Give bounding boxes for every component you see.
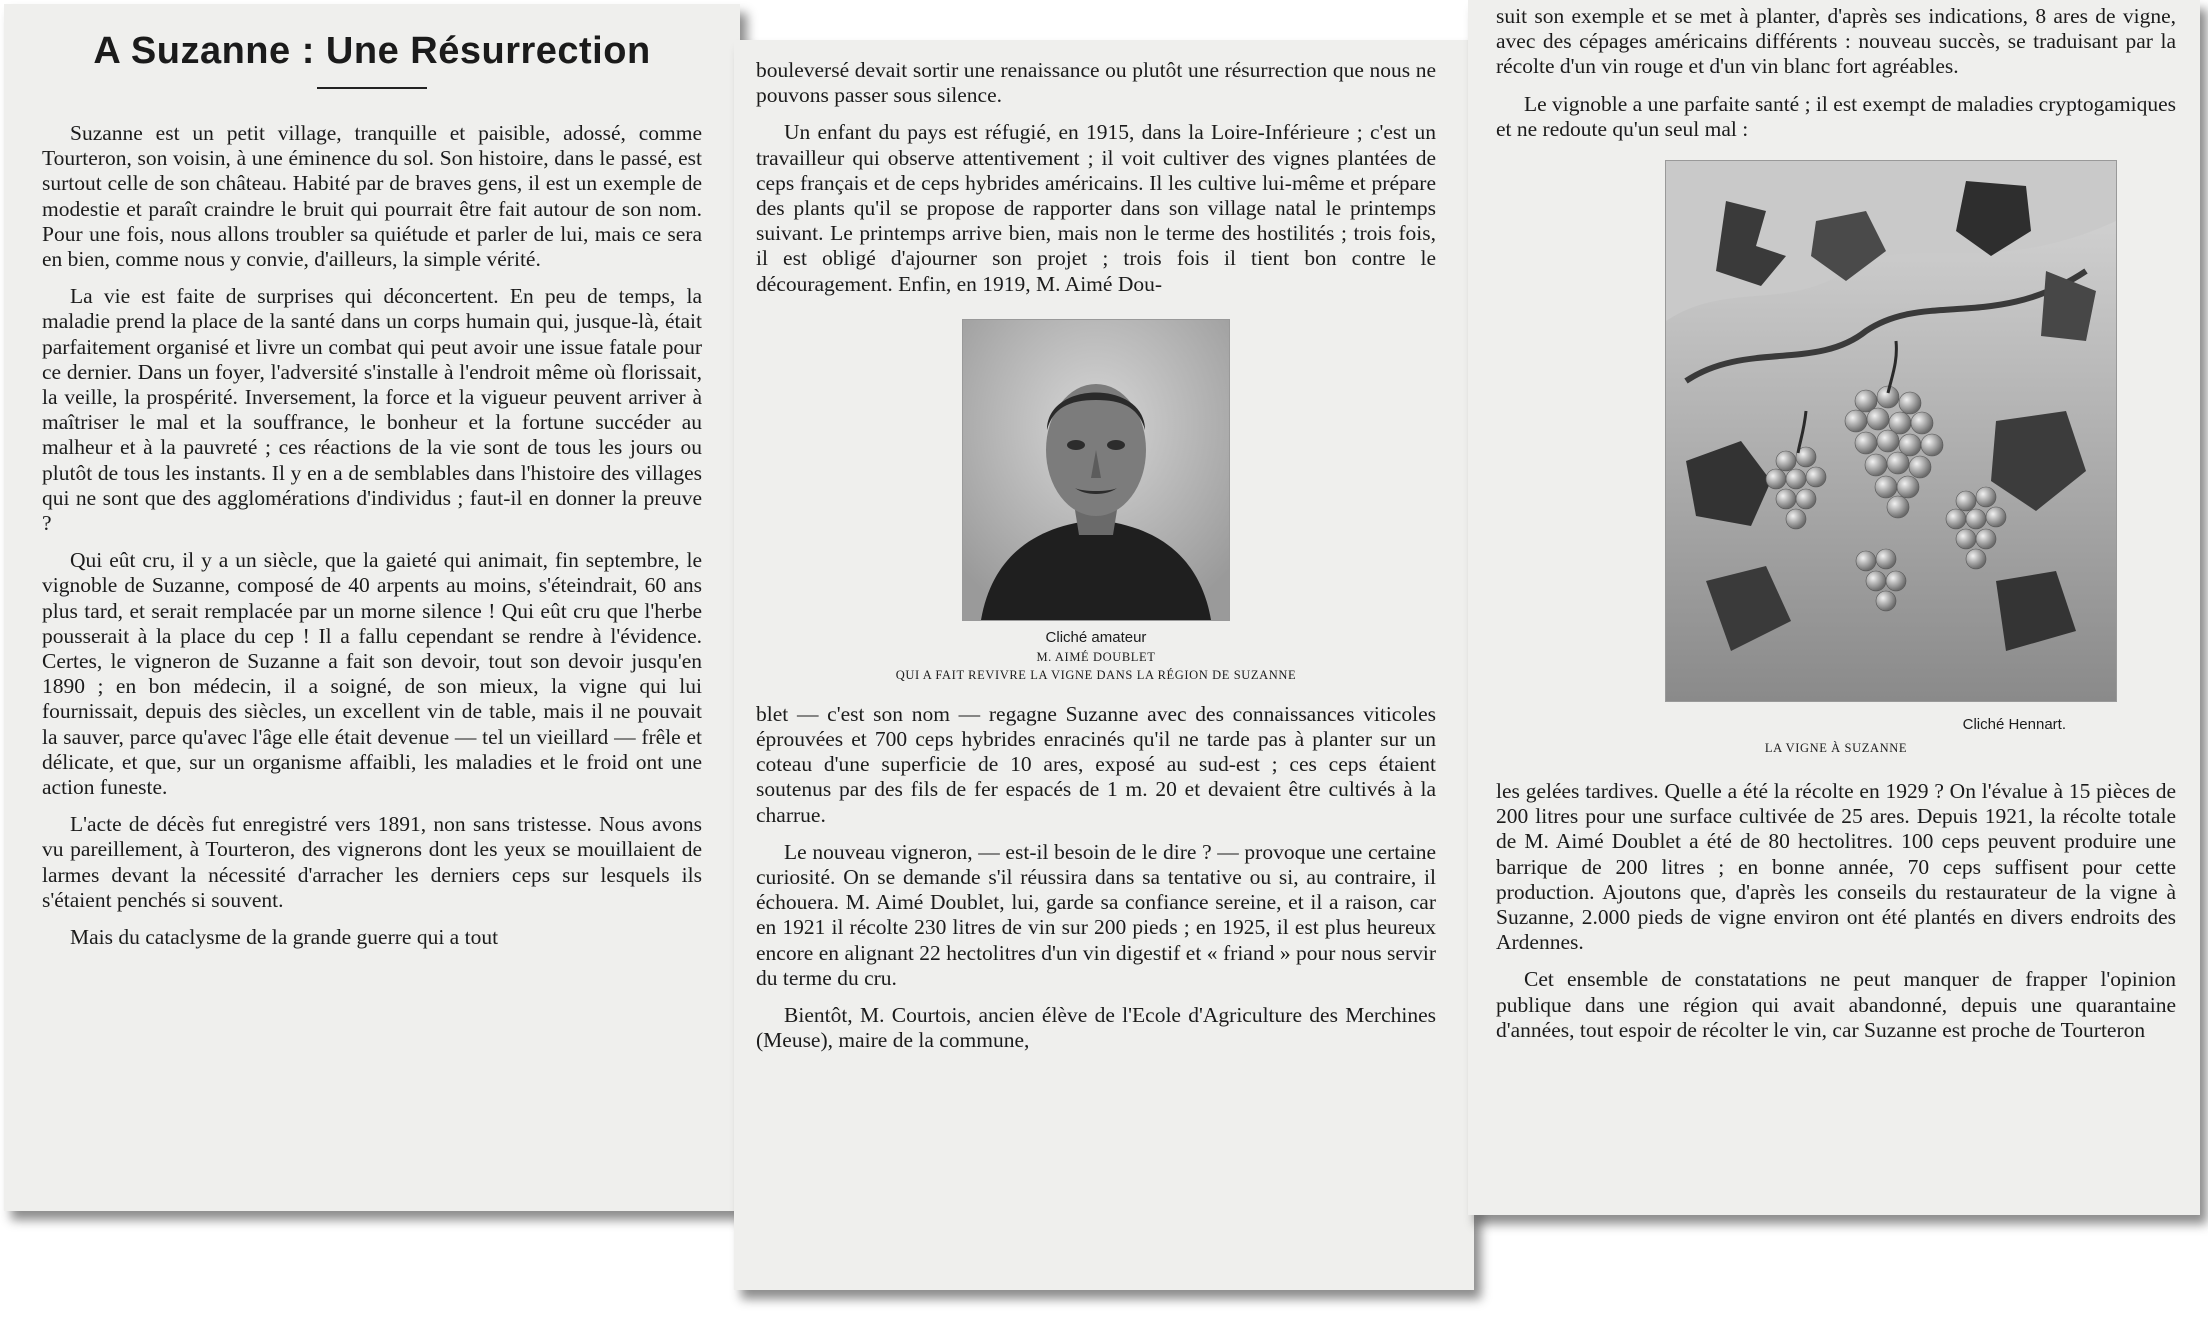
paragraph: Cet ensemble de constatations ne peut manquer de frapper l'opinion publique dans une région qui avait abandonné, depuis une quarantaine d'années, tout espoir de récolter le vin, car Suzanne est proche de Tourteron [1496,967,2176,1042]
article-title: A Suzanne : Une Résurrection [93,30,651,72]
paragraph: suit son exemple et se met à planter, d'après ses indications, 8 ares de vigne, avec des cépages américains différents : nouveau succès, se traduisant par la récolte d'un vin rouge et d'un vin blanc fort agréables. [1496,4,2176,79]
photo-caption: LA VIGNE À SUZANNE [1764,741,1908,756]
clipping-right [1468,0,2200,1215]
paragraph: bouleversé devait sortir une renaissance ou plutôt une résurrection que nous ne pouvons passer sous silence. [756,58,1436,108]
title-divider [317,87,427,89]
vine-figure [1496,160,2176,757]
paragraph: Bientôt, M. Courtois, ancien élève de l'Ecole d'Agriculture des Merchines (Meuse), maire de la commune, [756,1003,1436,1053]
vine-photo [1665,160,2117,702]
paragraph: Le vignoble a une parfaite santé ; il est exempt de maladies cryptogamiques et ne redoute qu'un seul mal : [1496,91,2176,141]
paragraph: les gelées tardives. Quelle a été la récolte en 1929 ? On l'évalue à 15 pièces de 200 litres pour une surface cultivée de 25 ares. Depuis 1921, la récolte totale de M. Aimé Doublet a été de 80 hectolitres. 100 ceps peuvent produire une barrique de 200 litres ; en bonne année, 70 ceps suffisent pour cette production. Ajoutons que, d'après les conseils du restaurateur de la vigne à Suzanne, 2.000 pieds de vigne environ ont été plantés en divers endroits des Ardennes. [1496,779,2176,955]
portrait-illustration [963,320,1229,620]
paragraph: Mais du cataclysme de la grande guerre qui a tout [70,925,499,950]
paragraph: blet — c'est son nom — regagne Suzanne avec des connaissances viticoles éprouvées et 700 ceps hybrides enracinés qu'il ne tarde pas à planter sur un coteau d'une superficie de 10 ares, exposé au sud-est ; ces ceps étaient soutenus par des fils de fer espacés de 1 m. 20 et devaient être cultivés à la charrue. [756,701,1436,827]
vine-illustration [1666,161,2116,701]
clipping-left [4,4,740,1211]
paragraph: La vie est faite de surprises qui déconcertent. En peu de temps, la maladie prend la place de la santé dans un corps humain qui, jusque-là, était parfaitement organisé et livre un combat qui peut avoir une issue fatale pour ce dernier. Dans un foyer, l'adversité s'installe à l'endroit même où florissait, la veille, la prospérité. Inversement, la force et la vigueur peuvent arriver à maîtriser le mal et la souffrance, le bonheur et la fortune succéder au malheur et à la pauvreté ; ces réactions de la vie sont de tous les jours ou plutôt de tous les instants. Il y en a de semblables dans l'histoire des villages qui ne sont que des agglomérations d'individus ; faut-il en donner la preuve ? [42,284,702,536]
photo-caption-name: M. AIMÉ DOUBLET [1036,649,1156,664]
paragraph: Qui eût cru, il y a un siècle, que la gaieté qui animait, fin septembre, le vignoble de Suzanne, composé de 40 arpents au moins, s'éteindrait, 60 ans plus tard, et serait remplacée par un morne silence ! Qui eût cru que l'herbe pousserait à la place du cep ! Il a fallu cependant se rendre à l'évidence. Certes, le vigneron de Suzanne a fait son devoir, tout son devoir jusqu'en 1890 ; en bon médecin, il a soigné, de son mieux, la vigne qui lui fournissait, depuis des siècles, un excellent vin de table, mais il ne pouvait la sauver, parce qu'avec l'âge elle était devenue — tel un vieillard — frêle et délicate, et que, sur un organisme affaibli, les maladies et le froid ont une action funeste. [42,548,702,800]
photo-credit: Cliché amateur [1045,628,1147,646]
photo-credit: Cliché Hennart. [1962,716,2066,734]
portrait-photo [962,319,1230,621]
paragraph: Le nouveau vigneron, — est-il besoin de le dire ? — provoque une certaine curiosité. On se demande s'il réussira dans sa tentative ou si, au contraire, il échouera. M. Aimé Doublet, lui, garde sa confiance sereine, et il a raison, car en 1921 il récolte 230 litres de vin sur 200 pieds ; en 1925, il est plus heureux encore en alignant 22 hectolitres d'un vin digestif et « friand » pour nous servir du terme du cru. [756,839,1436,990]
photo-caption-text: QUI A FAIT REVIVRE LA VIGNE DANS LA RÉGION DE SUZANNE [895,667,1297,682]
clipping-middle [734,40,1474,1290]
paragraph: Un enfant du pays est réfugié, en 1915, dans la Loire-Inférieure ; c'est un travailleur qui observe attentivement ; il voit cultiver des vignes plantées de ceps français et de ceps hybrides américains. Il les cultive lui-même et prépare des plants qu'il se propose de rapporter dans son village natal le printemps suivant. Le printemps arrive bien, mais non le terme des hostilités ; trois fois, il est obligé d'ajourner son projet ; trois fois il tient bon contre le découragement. Enfin, en 1919, M. Aimé Dou- [756,120,1436,296]
portrait-figure [756,319,1436,684]
paragraph: L'acte de décès fut enregistré vers 1891, non sans tristesse. Nous avons vu pareillement, à Tourteron, des vignerons dont les yeux se mouillaient de larmes devant la nécessité d'arracher les derniers ceps sur lesquels ils s'étaient penchés si souvent. [42,812,702,912]
paragraph: Suzanne est un petit village, tranquille et paisible, adossé, comme Tourteron, son voisin, à une éminence du sol. Son histoire, dans le passé, est surtout celle de son château. Habité par de braves gens, il est un exemple de modestie et paraît craindre le bruit qui pourrait être fait autour de son nom. Pour une fois, nous allons troubler sa quiétude et parler de lui, mais ce sera en bien, comme nous y convie, d'ailleurs, la simple vérité. [42,121,702,272]
